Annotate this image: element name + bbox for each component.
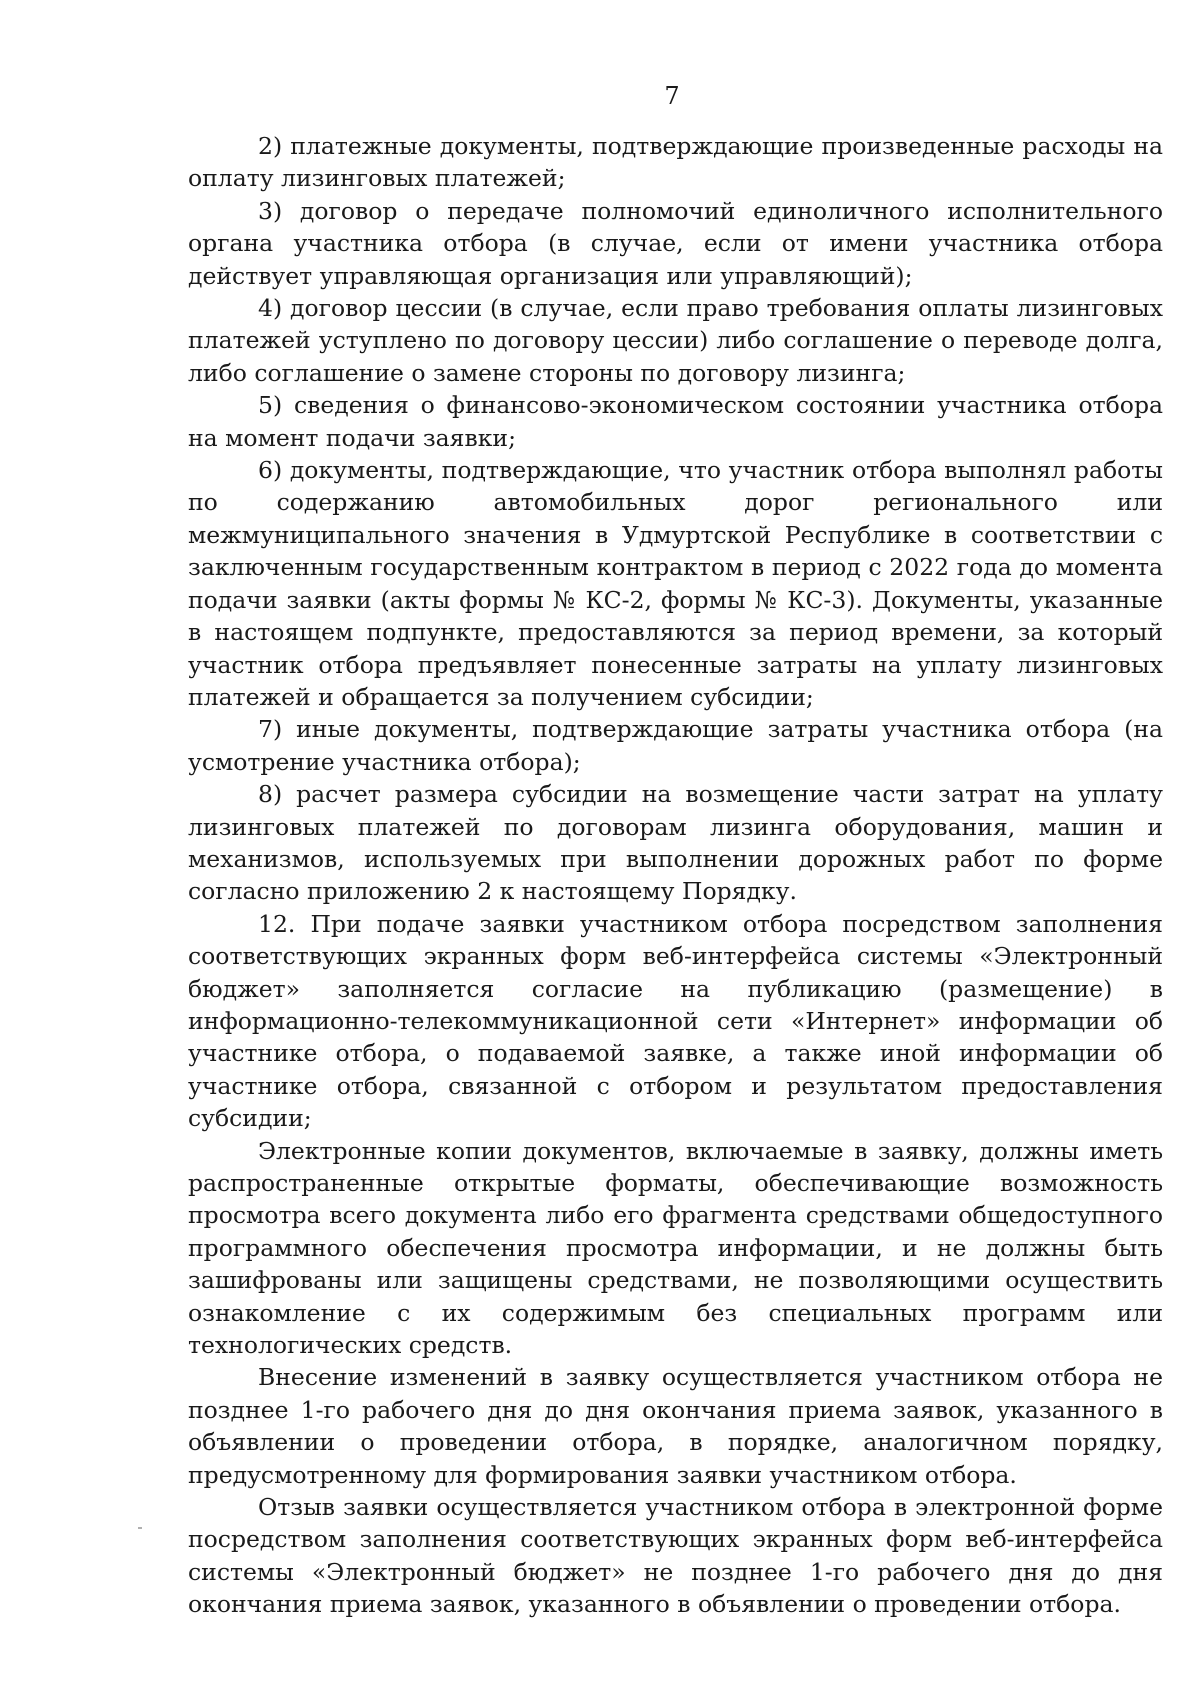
paragraph-item-8: 8) расчет размера субсидии на возмещение части затрат на уплату лизинговых платежей по договорам лизинга оборудования, машин и механизмов, используемых при выполнении дорожных работ по форме согласно приложению 2 к настоящему Порядку. [188, 780, 1163, 906]
paragraph-application-changes: Внесение изменений в заявку осуществляется участником отбора не позднее 1-го рабочего дня до дня окончания приема заявок, указанного в объявлении о проведении отбора, в порядке, аналогичном порядку, предусмотренному для формирования заявки участником отбора. [188, 1363, 1163, 1489]
paragraph-application-withdrawal: Отзыв заявки осуществляется участником отбора в электронной форме посредством заполнения соответствующих экранных форм веб-интерфейса системы «Электронный бюджет» не позднее 1-го рабочего дня до дня окончания приема заявок, указанного в объявлении о проведении отбора. [188, 1493, 1163, 1619]
paragraph-item-3: 3) договор о передаче полномочий единоличного исполнительного органа участника отбора (в случае, если от имени участника отбора действует управляющая организация или управляющий); [188, 196, 1163, 290]
document-body [188, 130, 1163, 1621]
paragraph-section-12: 12. При подаче заявки участником отбора посредством заполнения соответствующих экранных форм веб-интерфейса системы «Электронный бюджет» заполняется согласие на публикацию (размещение) в информационно-телекоммуникационной сети «Интернет» информации об участнике отбора, о подаваемой заявке, а также иной информации об участнике отбора, связанной с отбором и результатом предоставления субсидии; [188, 909, 1163, 1133]
paragraph-electronic-copies: Электронные копии документов, включаемые в заявку, должны иметь распространенные открытые форматы, обеспечивающие возможность просмотра всего документа либо его фрагмента средствами общедоступного программного обеспечения просмотра информации, и не должны быть зашифрованы или защищены средствами, не позволяющими осуществить ознакомление с их содержимым без специальных программ или технологических средств. [188, 1136, 1163, 1360]
paragraph-item-6: 6) документы, подтверждающие, что участник отбора выполнял работы по содержанию автомобильных дорог регионального или межмуниципального значения в Удмуртской Республике в соответствии с заключенным государственным контрактом в период с 2022 года до момента подачи заявки (акты формы № КС-2, формы № КС-3). Документы, указанные в настоящем подпункте, предоставляются за период времени, за который участник отбора предъявляет понесенные затраты на уплату лизинговых платежей и обращается за получением субсидии; [188, 456, 1163, 711]
paragraph-item-2: 2) платежные документы, подтверждающие произведенные расходы на оплату лизинговых платежей; [188, 132, 1163, 193]
paragraph-item-4: 4) договор цессии (в случае, если право требования оплаты лизинговых платежей уступлено по договору цессии) либо соглашение о переводе долга, либо соглашение о замене стороны по договору лизинга; [188, 294, 1163, 387]
scan-mark [138, 1527, 142, 1529]
paragraph-item-7: 7) иные документы, подтверждающие затраты участника отбора (на усмотрение участника отбора); [188, 715, 1163, 776]
page-number: 7 [664, 82, 680, 110]
paragraph-item-5: 5) сведения о финансово-экономическом состоянии участника отбора на момент подачи заявки; [188, 391, 1163, 452]
